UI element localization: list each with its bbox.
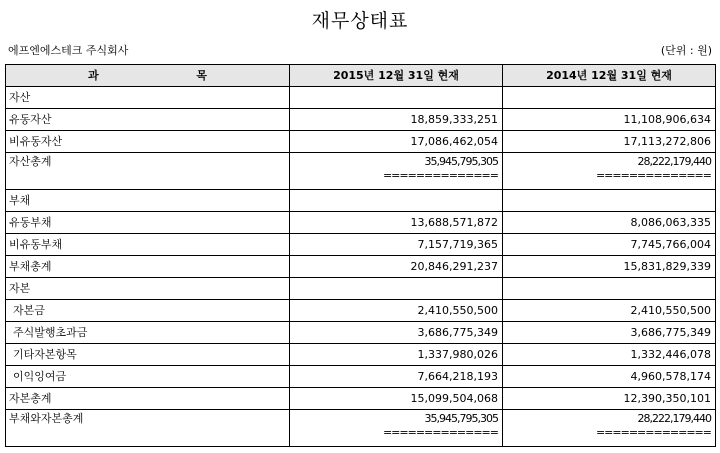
row-value-2014: 2,410,550,500: [503, 300, 716, 322]
row-value-2015: [290, 190, 503, 212]
row-value-2015: [290, 153, 503, 190]
row-value-2014: 1,332,446,078: [503, 344, 716, 366]
value: 28,222,179,440: [637, 155, 711, 168]
row-label: 이익잉여금: [6, 366, 290, 388]
table-row: [6, 278, 716, 300]
value: 35,945,795,305: [424, 412, 498, 425]
row-label: 부채: [6, 190, 290, 212]
company-name: 에프엔에스테크 주식회사: [8, 44, 129, 57]
row-label: 부채총계: [6, 256, 290, 278]
header-subject: [6, 65, 290, 87]
row-value-2015: [290, 410, 503, 447]
row-value-2014: 4,960,578,174: [503, 366, 716, 388]
row-value-2014: [503, 278, 716, 300]
row-label: 자본: [6, 278, 290, 300]
table-row: [6, 234, 716, 256]
unit-label: (단위 : 원): [660, 44, 712, 57]
table-row: [6, 153, 716, 190]
row-label: 부채와자본총계: [6, 410, 290, 447]
table-row: [6, 212, 716, 234]
table-row: [6, 410, 716, 447]
double-underline: ==============: [382, 426, 498, 439]
row-label: 자본총계: [6, 388, 290, 410]
row-value-2014: 7,745,766,004: [503, 234, 716, 256]
row-value-2015: 15,099,504,068: [290, 388, 503, 410]
double-underline: ==============: [595, 169, 711, 182]
row-label: 비유동자산: [6, 131, 290, 153]
balance-sheet-table: [5, 64, 716, 447]
row-value-2014: 11,108,906,634: [503, 109, 716, 131]
header-col-2015: 2015년 12월 31일 현재: [290, 65, 503, 87]
row-value-2015: [290, 278, 503, 300]
row-value-2015: 17,086,462,054: [290, 131, 503, 153]
table-row: [6, 366, 716, 388]
row-value-2015: 20,846,291,237: [290, 256, 503, 278]
header-row: [6, 65, 716, 87]
row-value-2015: 1,337,980,026: [290, 344, 503, 366]
table-row: [6, 190, 716, 212]
row-value-2015: 2,410,550,500: [290, 300, 503, 322]
table-row: [6, 344, 716, 366]
row-value-2014: 17,113,272,806: [503, 131, 716, 153]
table-row: [6, 131, 716, 153]
row-value-2014: 15,831,829,339: [503, 256, 716, 278]
row-value-2015: 3,686,775,349: [290, 322, 503, 344]
row-value-2015: [290, 87, 503, 109]
row-value-2015: 13,688,571,872: [290, 212, 503, 234]
row-label: 비유동부채: [6, 234, 290, 256]
row-value-2014: 8,086,063,335: [503, 212, 716, 234]
row-value-2014: [503, 190, 716, 212]
page-title: 재무상태표: [311, 10, 409, 32]
row-label: 기타자본항목: [6, 344, 290, 366]
row-value-2014: 12,390,350,101: [503, 388, 716, 410]
row-label: 유동자산: [6, 109, 290, 131]
row-label: 유동부채: [6, 212, 290, 234]
header-subject-part2: 목: [196, 69, 207, 82]
table-row: [6, 322, 716, 344]
row-value-2014: [503, 87, 716, 109]
row-label: 주식발행초과금: [6, 322, 290, 344]
row-value-2014: 3,686,775,349: [503, 322, 716, 344]
table-row: [6, 87, 716, 109]
value: 28,222,179,440: [637, 412, 711, 425]
table-row: [6, 109, 716, 131]
row-label: 자산: [6, 87, 290, 109]
row-value-2014: [503, 153, 716, 190]
row-value-2014: [503, 410, 716, 447]
double-underline: ==============: [382, 169, 498, 182]
double-underline: ==============: [595, 426, 711, 439]
row-value-2015: 7,157,719,365: [290, 234, 503, 256]
row-value-2015: 7,664,218,193: [290, 366, 503, 388]
row-value-2015: 18,859,333,251: [290, 109, 503, 131]
row-label: 자산총계: [6, 153, 290, 190]
header-col-2014: 2014년 12월 31일 현재: [503, 65, 716, 87]
value: 35,945,795,305: [424, 155, 498, 168]
table-row: [6, 388, 716, 410]
table-row: [6, 300, 716, 322]
table-row: [6, 256, 716, 278]
row-label: 자본금: [6, 300, 290, 322]
header-subject-part1: 과: [88, 69, 99, 82]
